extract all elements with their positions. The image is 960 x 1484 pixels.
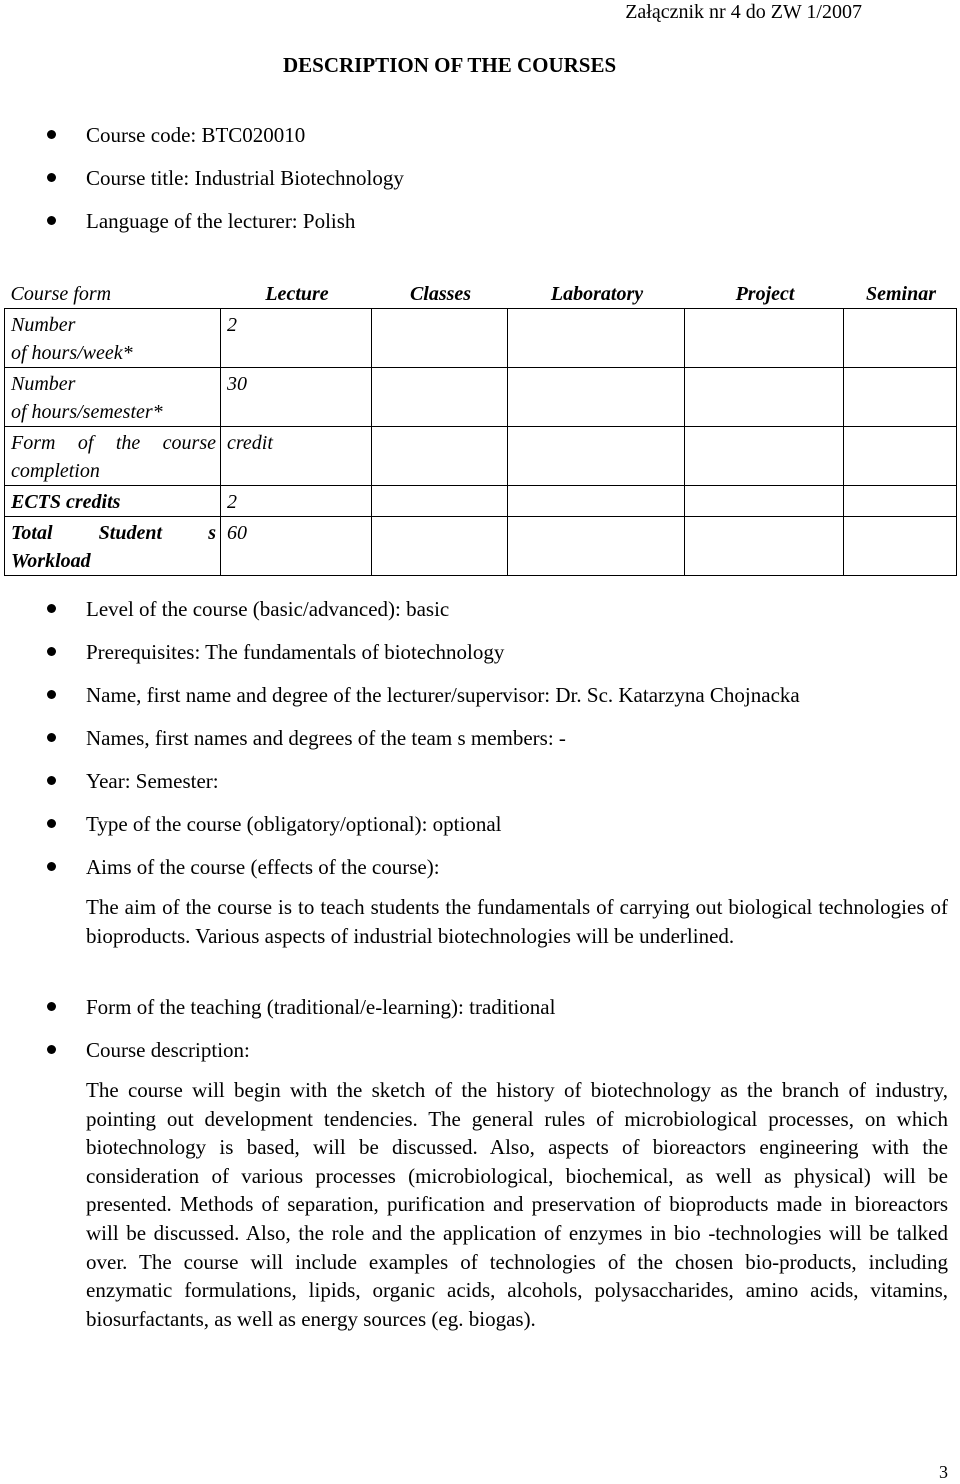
lecturer-name: Name, first name and degree of the lecturer/supervisor: Dr. Sc. Katarzyna Chojnacka [86,683,800,707]
bullet-icon [47,1045,56,1054]
course-code: Course code: BTC020010 [86,123,306,147]
lecture-cell: 2 [221,486,372,517]
classes-cell [372,517,508,576]
course-form-table [4,278,957,576]
classes-cell [372,368,508,427]
row-label: Form of the course completion [5,427,221,486]
header-laboratory: Laboratory [550,283,644,305]
seminar-cell [844,486,957,517]
laboratory-cell [508,427,685,486]
table-row [5,309,957,368]
project-cell [685,309,844,368]
seminar-cell [844,517,957,576]
bullet-icon [47,776,56,785]
classes-cell [372,427,508,486]
course-description-text: The course will begin with the sketch of the history of biotechnology as the branch of industry, pointing out development tendencies. The general rules of microbiological processes, on which biotechnology is based, will be discussed. Also, aspects of bioreactors engineering with the consideration of various processes (microbiological, biochemical, as well as physical) will be presented. Methods of separation, purification and preservation of bioproducts made in bioreactors will be discussed. Also, the role and the application of enzymes in bio -technologies will be talked over. The course will include examples of technologies of the chosen bio-products, including enzymatic formulations, lipids, organic acids, alcohols, polysaccharides, amino acids, vitamins, biosurfactants, as well as energy sources (eg. biogas). [86,1078,948,1331]
lecture-cell: 30 [221,368,372,427]
laboratory-cell [508,517,685,576]
project-cell [685,517,844,576]
teaching-form: Form of the teaching (traditional/e-learning): traditional [86,995,556,1019]
table-row [5,517,957,576]
project-cell [685,427,844,486]
annex-label: Załącznik nr 4 do ZW 1/2007 [625,1,862,23]
table-row [5,486,957,517]
bullet-icon [47,819,56,828]
header-course-form: Course form [10,283,112,305]
lecture-cell: credit [221,427,372,486]
course-aims-text: The aim of the course is to teach students the fundamentals of carrying out biological technologies of bioproducts. Various aspects of industrial biotechnologies will be underlined. [86,895,948,948]
lecturer-language: Language of the lecturer: Polish [86,209,356,233]
bullet-icon [47,130,56,139]
course-level: Level of the course (basic/advanced): basic [86,597,450,621]
course-description-label: Course description: [86,1038,250,1062]
bullet-icon [47,604,56,613]
bullet-icon [47,173,56,182]
bullet-icon [47,216,56,225]
course-type: Type of the course (obligatory/optional): optional [86,812,502,836]
lecture-cell: 2 [221,309,372,368]
classes-cell [372,486,508,517]
bullet-icon [47,647,56,656]
table-header-row [5,278,957,309]
laboratory-cell [508,368,685,427]
seminar-cell [844,368,957,427]
bullet-icon [47,733,56,742]
page-number: 3 [939,1462,948,1482]
course-title: Course title: Industrial Biotechnology [86,166,404,190]
table-row [5,368,957,427]
laboratory-cell [508,309,685,368]
project-cell [685,486,844,517]
row-label: Number of hours/semester* [5,368,221,427]
seminar-cell [844,427,957,486]
row-label: ECTS credits [5,486,221,517]
prerequisites: Prerequisites: The fundamentals of biotechnology [86,640,505,664]
year-semester: Year: Semester: [86,769,219,793]
laboratory-cell [508,486,685,517]
header-lecture: Lecture [265,283,329,305]
bullet-icon [47,690,56,699]
header-classes: Classes [409,283,472,305]
classes-cell [372,309,508,368]
page-title: DESCRIPTION OF THE COURSES [283,53,617,77]
header-seminar: Seminar [865,283,937,305]
row-label: Number of hours/week* [5,309,221,368]
lecture-cell: 60 [221,517,372,576]
course-aims-label: Aims of the course (effects of the course): [86,855,440,879]
seminar-cell [844,309,957,368]
team-members: Names, first names and degrees of the team s members: - [86,726,566,750]
header-project: Project [735,283,795,305]
table-row [5,427,957,486]
bullet-icon [47,1002,56,1011]
bullet-icon [47,862,56,871]
row-label: Total Student s Workload [5,517,221,576]
project-cell [685,368,844,427]
